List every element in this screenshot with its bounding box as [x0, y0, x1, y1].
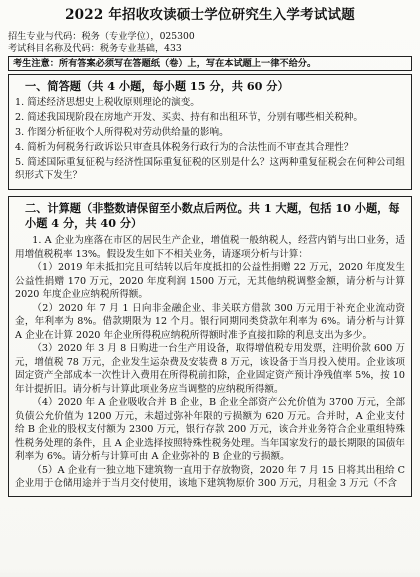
exam-title: 2022 年招收攻读硕士学位研究生入学考试试题: [65, 7, 355, 23]
calc-intro: 1. A 企业为座落在市区的居民生产企业，增值税一般纳税人，经营内销与出口业务，适用增值税税率 13%。假设发生如下不相关业务，请逐项分析与计算：: [15, 235, 405, 260]
calc-item-1: （1）2019 年未抵扣完且可结转以后年度抵扣的公益性捐赠 22 万元，2020 年度发生公益性捐赠 170 万元，2020 年度利润 1500 万元，无其他纳税调整金额，请分析与计算 2020 年度企业应纳税所得额。: [15, 262, 405, 300]
question-4: 4. 简析为何税务行政诉讼只审查具体税务行政行为的合法性而不审查其合理性？: [15, 142, 354, 153]
section-header-short-answer: 一、简答题（共 4 小题，每小题 15 分，共 60 分）: [25, 79, 289, 93]
question-3: 3. 作图分析征收个人所得税对劳动供给量的影响。: [15, 127, 229, 138]
candidate-notice: 考生注意：所有答案必须写在答题纸（卷）上，写在本试题上一律不给分。: [8, 56, 412, 71]
calc-item-2: （2）2020 年 7 月 1 日向非金融企业、非关联方借款 300 万元用于补充企业流动资金，年利率为 8%。借款期限为 12 个月。银行同期同类贷款年利率为 6%。请分析与计算 A 企业在计算 2020 年企业所得税应纳税所得额时准予直接扣除的利息支出为多少。: [15, 302, 405, 341]
section-calculation: [8, 196, 412, 497]
exam-meta: [8, 31, 412, 54]
section-short-answer: [8, 74, 412, 190]
subject-code-line: 考试科目名称及代码：税务专业基础，433: [8, 42, 182, 54]
calc-item-5: （5）A 企业有一独立地下建筑物一直用于存放物资，2020 年 7 月 15 日将其出租给 C 企业用于仓储用途并于当月交付使用，该地下建筑物原价 300 万元，月租金 3 万元（不含: [15, 464, 405, 489]
page-bottom-edge: [0, 569, 420, 577]
calc-item-3: （3）2020 年 3 月 8 日购进一台生产用设备，取得增值税专用发票，注明价款 600 万元，增值税 78 万元，企业发生运杂费及安装费 8 万元，该设备于当月投入使用。企业该项固定资产全部成本一次性计入费用在所得税前扣除，企业固定资产预计净残值率 5%，按 10 年计提折旧。请分析与计算此项业务应当调整的应纳税所得额。: [15, 343, 405, 395]
major-code-line: 招生专业与代码：税务（专业学位），025300: [8, 31, 195, 42]
question-1: 1. 简述经济思想史上税收原则理论的演变。: [15, 97, 200, 108]
question-2: 2. 简述我国现阶段在房地产开发、买卖、持有和出租环节，分别有哪些相关税种。: [15, 112, 363, 123]
question-5: 5. 简述国际重复征税与经济性国际重复征税的区别是什么？这两种重复征税会在何种公司组织形式下发生？: [15, 157, 405, 181]
section-header-calculation: 二、计算题（非整数请保留至小数点后两位。共 1 大题，包括 10 小题，每小题 4 分，共 40 分）: [25, 201, 400, 230]
calc-item-4: （4）2020 年 A 企业吸收合并 B 企业，B 企业全部资产公允价值为 3700 万元，全部负债公允价值为 1200 万元，未超过弥补年限的亏损额为 620 万元。合并时，A 企业支付给 B 企业的股权支付额为 2300 万元，银行存款 200 万元，该合并业务符合企业重组特殊性税务处理的条件，且 A 企业选择按照特殊性税务处理。当年国家发行的最长期限的国债年利率为 6%。请分析与计算可由 A 企业弥补的 B 企业的亏损额。: [15, 397, 405, 462]
